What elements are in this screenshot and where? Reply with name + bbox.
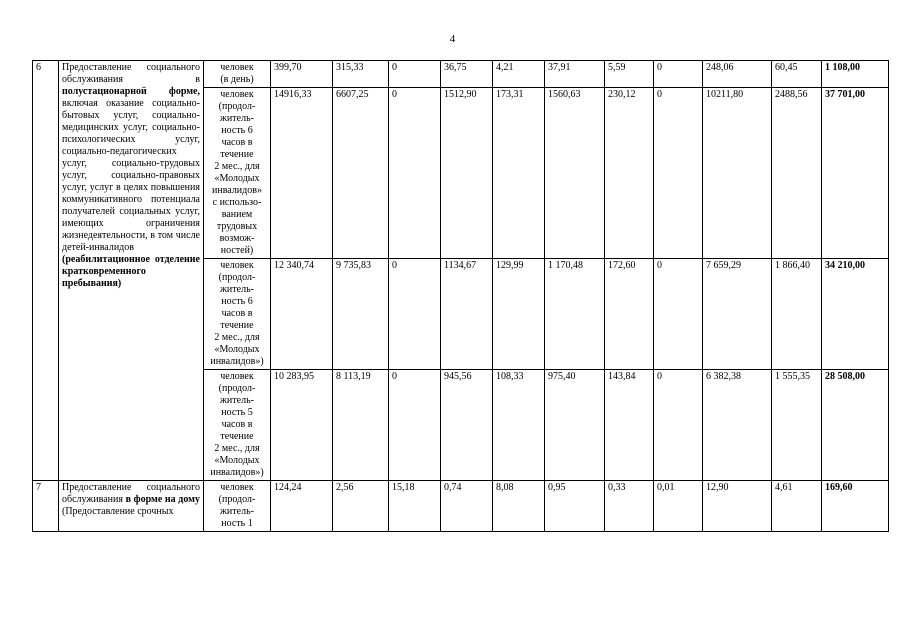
value-cell: 0,33 <box>605 481 654 532</box>
value-cell: 945,56 <box>441 370 493 481</box>
total-cell: 37 701,00 <box>822 88 889 259</box>
total-cell: 1 108,00 <box>822 61 889 88</box>
value-cell: 2,56 <box>333 481 389 532</box>
value-cell: 0,01 <box>654 481 703 532</box>
value-cell: 315,33 <box>333 61 389 88</box>
value-cell: 4,61 <box>772 481 822 532</box>
total-cell: 28 508,00 <box>822 370 889 481</box>
value-cell: 172,60 <box>605 259 654 370</box>
value-cell: 14916,33 <box>271 88 333 259</box>
page-number: 4 <box>449 33 456 45</box>
value-cell: 0 <box>654 259 703 370</box>
value-cell: 6607,25 <box>333 88 389 259</box>
value-cell: 975,40 <box>545 370 605 481</box>
total-cell: 169,60 <box>822 481 889 532</box>
value-cell: 1134,67 <box>441 259 493 370</box>
value-cell: 4,21 <box>493 61 545 88</box>
value-cell: 230,12 <box>605 88 654 259</box>
value-cell: 8 113,19 <box>333 370 389 481</box>
value-cell: 37,91 <box>545 61 605 88</box>
value-cell: 399,70 <box>271 61 333 88</box>
value-cell: 15,18 <box>389 481 441 532</box>
value-cell: 12,90 <box>703 481 772 532</box>
table-row <box>33 481 889 532</box>
value-cell: 248,06 <box>703 61 772 88</box>
value-cell: 1 555,35 <box>772 370 822 481</box>
unit-cell: человек (в день) <box>204 61 271 88</box>
value-cell: 129,99 <box>493 259 545 370</box>
value-cell: 36,75 <box>441 61 493 88</box>
value-cell: 7 659,29 <box>703 259 772 370</box>
value-cell: 0 <box>654 88 703 259</box>
value-cell: 2488,56 <box>772 88 822 259</box>
value-cell: 124,24 <box>271 481 333 532</box>
service-description: Предоставление социального обслуживания в форме на дому (Предоставление срочных <box>59 481 204 532</box>
value-cell: 0 <box>654 61 703 88</box>
total-cell: 34 210,00 <box>822 259 889 370</box>
value-cell: 6 382,38 <box>703 370 772 481</box>
value-cell: 0,74 <box>441 481 493 532</box>
value-cell: 8,08 <box>493 481 545 532</box>
table-row <box>33 61 889 88</box>
service-description: Предоставление социального обслуживания в полустационарной форме, включая оказание социально-бытовых услуг, социально-медицинских услуг, социально-психологических услуг, социально-педагогических услуг, социально-трудовых услуг, социально-правовых услуг, услуг в целях повышения коммуникативного потенциала получателей социальных услуг, имеющих ограничения жизнедеятельности, в том числе детей-инвалидов (реабилитационное отделение кратковременного пребывания) <box>59 61 204 481</box>
value-cell: 173,31 <box>493 88 545 259</box>
value-cell: 1 866,40 <box>772 259 822 370</box>
value-cell: 108,33 <box>493 370 545 481</box>
value-cell: 9 735,83 <box>333 259 389 370</box>
value-cell: 1560,63 <box>545 88 605 259</box>
value-cell: 0,95 <box>545 481 605 532</box>
unit-cell: человек (продол- житель- ность 6 часов в течение 2 мес., для «Молодых инвалидов») <box>204 259 271 370</box>
unit-cell: человек (продол- житель- ность 1 <box>204 481 271 532</box>
value-cell: 0 <box>389 370 441 481</box>
value-cell: 0 <box>389 259 441 370</box>
row-number: 7 <box>33 481 59 532</box>
value-cell: 60,45 <box>772 61 822 88</box>
tariff-table <box>32 60 889 532</box>
unit-cell: человек (продол- житель- ность 5 часов в течение 2 мес., для «Молодых инвалидов») <box>204 370 271 481</box>
value-cell: 0 <box>654 370 703 481</box>
value-cell: 12 340,74 <box>271 259 333 370</box>
value-cell: 1512,90 <box>441 88 493 259</box>
value-cell: 5,59 <box>605 61 654 88</box>
value-cell: 10 283,95 <box>271 370 333 481</box>
unit-cell: человек (продол- житель- ность 6 часов в течение 2 мес., для «Молодых инвалидов» с использо- ванием трудовых возмож- ностей) <box>204 88 271 259</box>
value-cell: 143,84 <box>605 370 654 481</box>
value-cell: 0 <box>389 61 441 88</box>
value-cell: 1 170,48 <box>545 259 605 370</box>
value-cell: 10211,80 <box>703 88 772 259</box>
value-cell: 0 <box>389 88 441 259</box>
row-number: 6 <box>33 61 59 481</box>
